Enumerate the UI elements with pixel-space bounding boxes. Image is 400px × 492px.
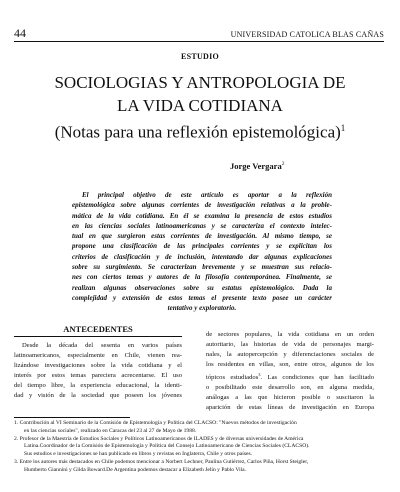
body-line: nales, la autopercepción y diferenciaciones sociales de bbox=[206, 351, 374, 358]
header-rule bbox=[14, 41, 384, 42]
abstract-line: complejidad y extensión de estos temas el presente texto posee un carácter bbox=[72, 293, 332, 302]
section-label: ESTUDIO bbox=[180, 52, 220, 61]
abstract-line: tentativo y exploratorio. bbox=[167, 304, 237, 313]
body-line: lizándose investigaciones sobre la vida cotidiana y el bbox=[14, 362, 182, 369]
footnote-ref: 3 bbox=[258, 372, 261, 377]
page-number: 44 bbox=[14, 26, 26, 40]
article-title bbox=[0, 71, 400, 144]
footnote-number: 3. bbox=[14, 458, 19, 465]
abstract-line: nes con ciertos temas y autores de la filosofía contemporánea. Finalmente, se bbox=[72, 273, 332, 282]
abstract-line: mática de la vida cotidiana. En él se examina la presencia de estos estudios bbox=[72, 211, 332, 220]
abstract-line: tual en que surgieron estas corrientes de investigación. Al mismo tiempo, se bbox=[72, 232, 332, 241]
running-head: UNIVERSIDAD CATOLICA BLAS CAÑAS bbox=[230, 30, 384, 39]
body-text: posibilitado este desarrollo son, en alguna medida, bbox=[215, 384, 374, 392]
body-line: autoritario, las historias de vida de personajes margi- bbox=[206, 341, 374, 348]
abstract-line: El principal objetivo de este artículo es aportar a la reflexión bbox=[82, 191, 332, 199]
page-header bbox=[14, 26, 384, 41]
section-heading: ANTECEDENTES bbox=[14, 324, 182, 337]
footnote-line bbox=[14, 420, 384, 428]
footnote-line: Humberto Giannini y Gilda Boward.De Argentina podemos destacar a Elizabeth Jelín y Pablo Vila. bbox=[24, 466, 247, 473]
body-text: . Las condiciones que han facilitado bbox=[260, 374, 374, 382]
body-line: de sectores populares, la vida cotidiana en un orden bbox=[206, 331, 374, 338]
footnote-text: Contribución al VI Seminario de la Comisión de Epistemología y Política del CLACSO: "Nuevos métodos de investigación bbox=[19, 420, 297, 426]
body-line: latinoamericanos, especialmente en Chile, vienen rea- bbox=[14, 352, 182, 359]
footnote-rule bbox=[14, 417, 130, 418]
footnote-line: Latina.Coordinador de la Comisión de Epistemología y Política del Consejo Latinoamericano de Ciencias Sociales (CLACSO). bbox=[24, 443, 310, 450]
abstract-line: criterios de clasificación y de inclusión, intentando dar algunas explicaciones bbox=[72, 252, 332, 261]
abstract-line: en las ciencias sociales latinoamericanas y se caracteriza el contexto intelec- bbox=[72, 221, 332, 230]
body-line: análogas a las que hicieron posible o suscitaron la bbox=[206, 394, 374, 402]
footnote-text: Profesor de la Maestría de Estudios Sociales y Políticos Latinoamericanos de ILADES y de diversas universidades de América bbox=[19, 435, 304, 442]
abstract-line: realizan algunas observaciones sobre su estatus epistemológico. Dada la bbox=[72, 283, 332, 292]
subtitle-text: (Notas para una reflexión epistemológica) bbox=[54, 122, 341, 142]
author-footnote-ref: 2 bbox=[281, 161, 285, 168]
footnote-text: Entre los autores más destacados en Chile podemos mencionar a Norbert Lechner, Paulina Gutiérrez, Carlos Piña, Horst Steigler, bbox=[19, 458, 309, 465]
abstract-line: epistemológica sobre algunas corrientes de investigación relativas a la proble- bbox=[72, 201, 332, 210]
body-line: aparición de estas líneas de investigación en Europa bbox=[206, 404, 374, 412]
body-text: o bbox=[206, 384, 210, 392]
abstract bbox=[72, 190, 332, 314]
title-line-2: LA VIDA COTIDIANA bbox=[117, 96, 283, 115]
title-line-3 bbox=[0, 117, 400, 144]
abstract-line: sobre su surgimiento. Se caracterizan brevemente y se muestran sus relacio- bbox=[72, 263, 332, 272]
body-text: tópicos estudiados bbox=[206, 374, 259, 382]
left-column bbox=[14, 324, 182, 401]
author-text: Jorge Vergara bbox=[230, 161, 282, 171]
footnote-number: 2. bbox=[14, 435, 19, 442]
footnote-line: Sus estudios e investigaciones se han publicado en libros y revistas en Inglaterra, Chile y otros países. bbox=[24, 451, 253, 458]
footnotes bbox=[14, 420, 384, 475]
right-column bbox=[206, 330, 374, 413]
footnote-number: 1. bbox=[14, 420, 19, 426]
title-line-1: SOCIOLOGIAS Y ANTROPOLOGIA DE bbox=[54, 73, 346, 92]
author-name bbox=[230, 161, 284, 171]
footnote-line bbox=[14, 459, 384, 467]
body-line bbox=[206, 370, 374, 383]
body-line: Desde la década del sesenta en varios países bbox=[22, 342, 182, 349]
title-footnote-ref: 1 bbox=[340, 123, 346, 133]
body-line: del tiempo libre, la experiencia educacional, la identi- bbox=[14, 382, 182, 389]
body-line: interés por estos temas pareciera acrecentarse. El uso bbox=[14, 372, 182, 379]
body-line bbox=[206, 383, 374, 393]
abstract-line: propone una clasificación de las principales corrientes y se explicitan los bbox=[72, 242, 332, 251]
body-line: los residentes en villas, son, entre otros, algunos de los bbox=[206, 361, 374, 368]
footnote-line: en las ciencias sociales", realizado en Caracas del 23 al 27 de Mayo de 1988. bbox=[24, 427, 197, 434]
body-line: dad y visión de la sociedad que poseen los jóvenes bbox=[14, 392, 182, 399]
